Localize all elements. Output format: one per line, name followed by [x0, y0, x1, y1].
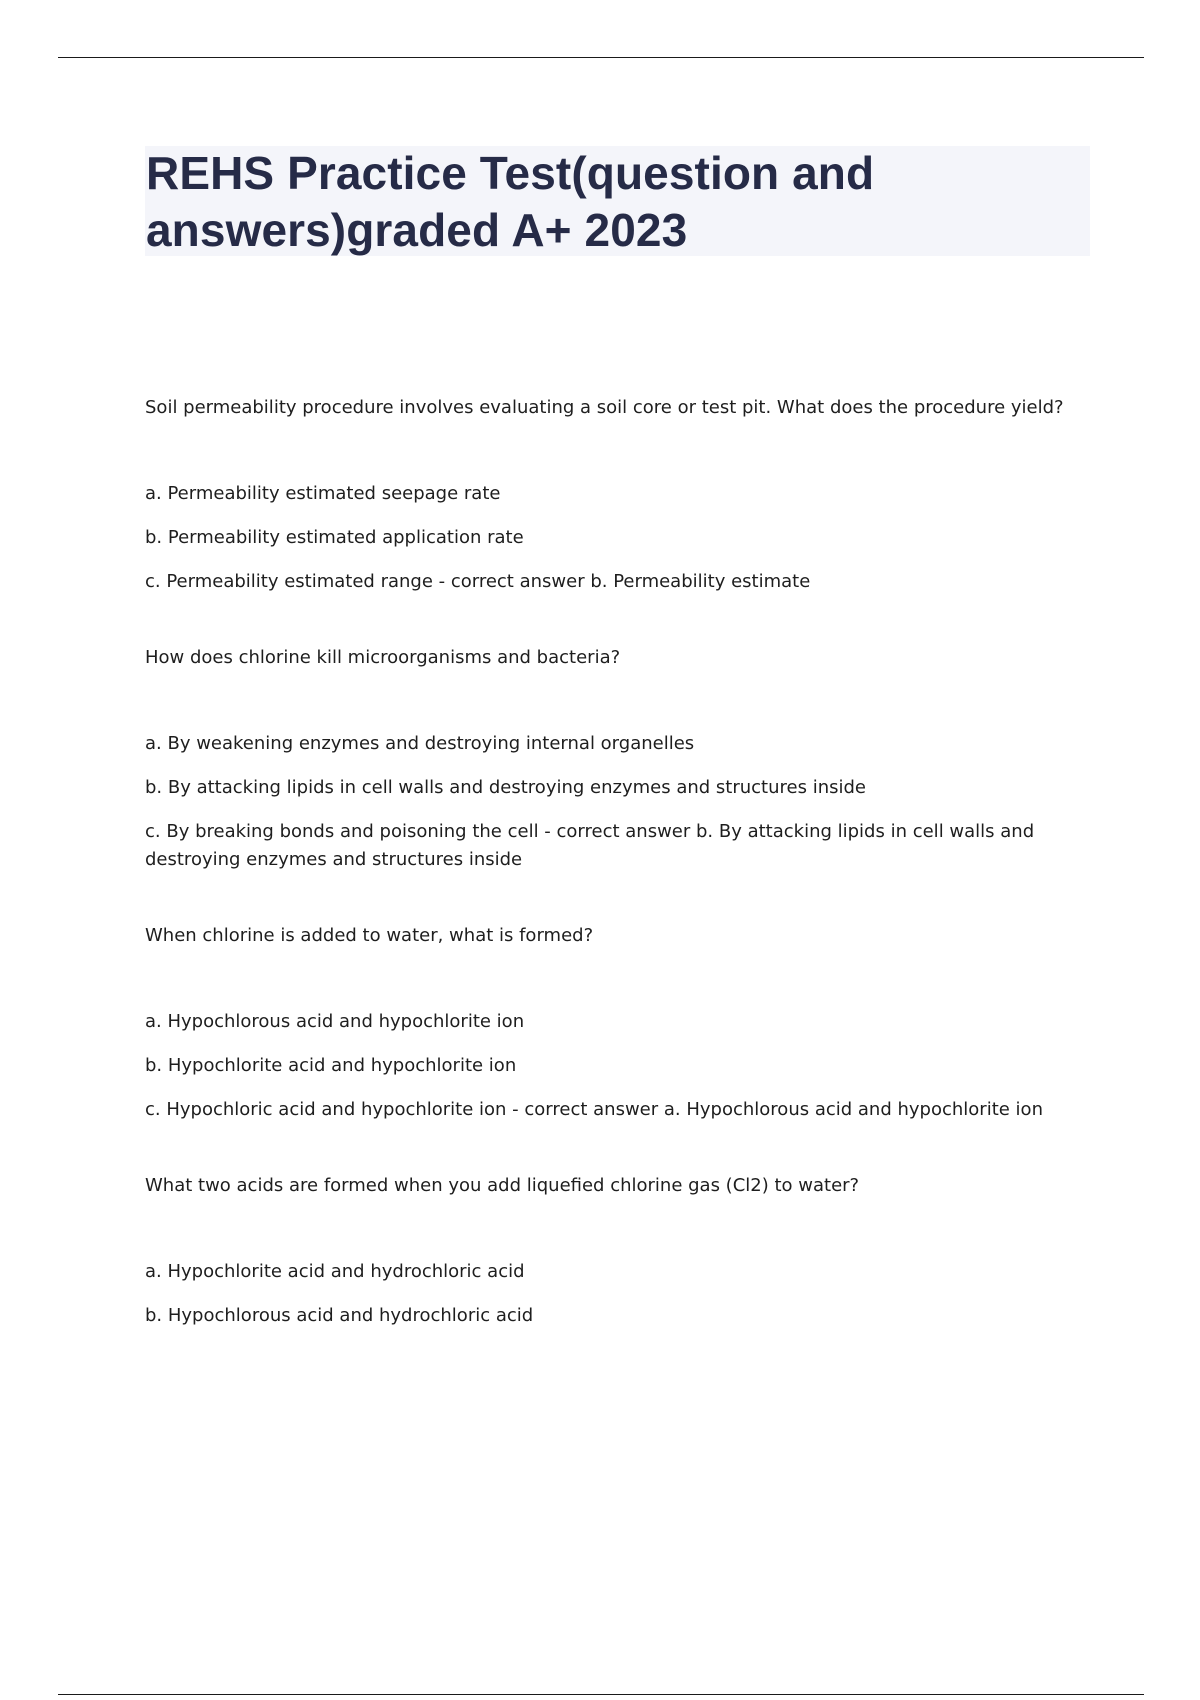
question-block-3 — [145, 922, 1085, 1124]
answer-option: c. By breaking bonds and poisoning the cell - correct answer b. By attacking lipids in cell walls and destroying enzymes and structures inside — [145, 821, 1035, 870]
question-block-1 — [145, 394, 1085, 596]
answer-option: c. Permeability estimated range - correct answer b. Permeability estimate — [145, 571, 811, 592]
answer-option: b. Hypochlorite acid and hypochlorite ion — [145, 1055, 517, 1076]
answer-option: b. Permeability estimated application rate — [145, 527, 524, 548]
document-title: REHS Practice Test(question and answers)graded A+ 2023 — [146, 147, 875, 256]
question-text: What two acids are formed when you add liquefied chlorine gas (Cl2) to water? — [145, 1175, 860, 1196]
answer-option: a. Hypochlorite acid and hydrochloric acid — [145, 1261, 525, 1282]
answer-option: c. Hypochloric acid and hypochlorite ion - correct answer a. Hypochlorous acid and hypochlorite ion — [145, 1099, 1043, 1120]
question-list — [145, 394, 1085, 1378]
question-block-4 — [145, 1172, 1085, 1330]
top-divider — [58, 57, 1144, 58]
question-block-2 — [145, 644, 1085, 874]
answer-option: a. Permeability estimated seepage rate — [145, 483, 501, 504]
answer-option: a. Hypochlorous acid and hypochlorite ion — [145, 1011, 525, 1032]
answer-option: b. By attacking lipids in cell walls and destroying enzymes and structures inside — [145, 777, 866, 798]
answer-option: b. Hypochlorous acid and hydrochloric acid — [145, 1305, 534, 1326]
bottom-divider — [58, 1694, 1144, 1695]
answer-option: a. By weakening enzymes and destroying internal organelles — [145, 733, 695, 754]
question-text: When chlorine is added to water, what is formed? — [145, 925, 594, 946]
question-text: Soil permeability procedure involves evaluating a soil core or test pit. What does the procedure yield? — [145, 397, 1064, 418]
question-text: How does chlorine kill microorganisms and bacteria? — [145, 647, 621, 668]
